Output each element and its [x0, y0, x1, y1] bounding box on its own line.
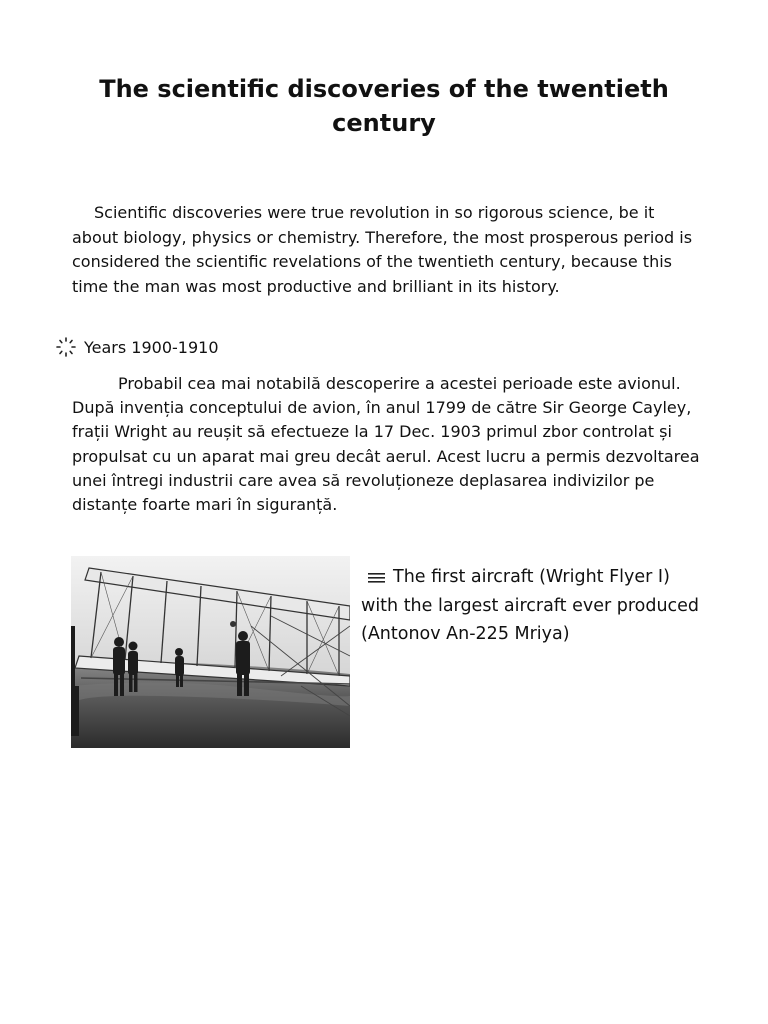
figure-caption — [361, 563, 706, 649]
spinner-icon — [54, 336, 78, 358]
section-heading — [54, 336, 219, 358]
list-lines-icon — [368, 571, 386, 583]
wright-flyer-photo — [71, 556, 350, 748]
intro-paragraph: Scientific discoveries were true revolution in so rigorous science, be it about biology, physics or chemistry. Therefore, the most prosperous period is considered the scientific revelations of the twentieth century, because this time the man was most productive and brilliant in its history. — [72, 203, 693, 296]
figure-caption-text: The first aircraft (Wright Flyer I) with the largest aircraft ever produced (Antonov An-225 Mriya) — [361, 567, 700, 644]
section-paragraph: Probabil cea mai notabilă descoperire a acestei perioade este avionul. După invenția conceptului de avion, în anul 1799 de către Sir George Cayley, frații Wright au reușit să efectueze la 17 Dec. 1903 primul zbor controlat și propulsat cu un aparat mai greu decât aerul. Acest lucru a permis dezvoltarea unei întregi industrii care avea să revoluționeze deplasarea indivizilor pe distanțe foarte mari în siguranță. — [72, 374, 700, 515]
section-heading-label: Years 1900-1910 — [84, 337, 219, 357]
page-title: The scientific discoveries of the twentieth century — [99, 75, 669, 137]
